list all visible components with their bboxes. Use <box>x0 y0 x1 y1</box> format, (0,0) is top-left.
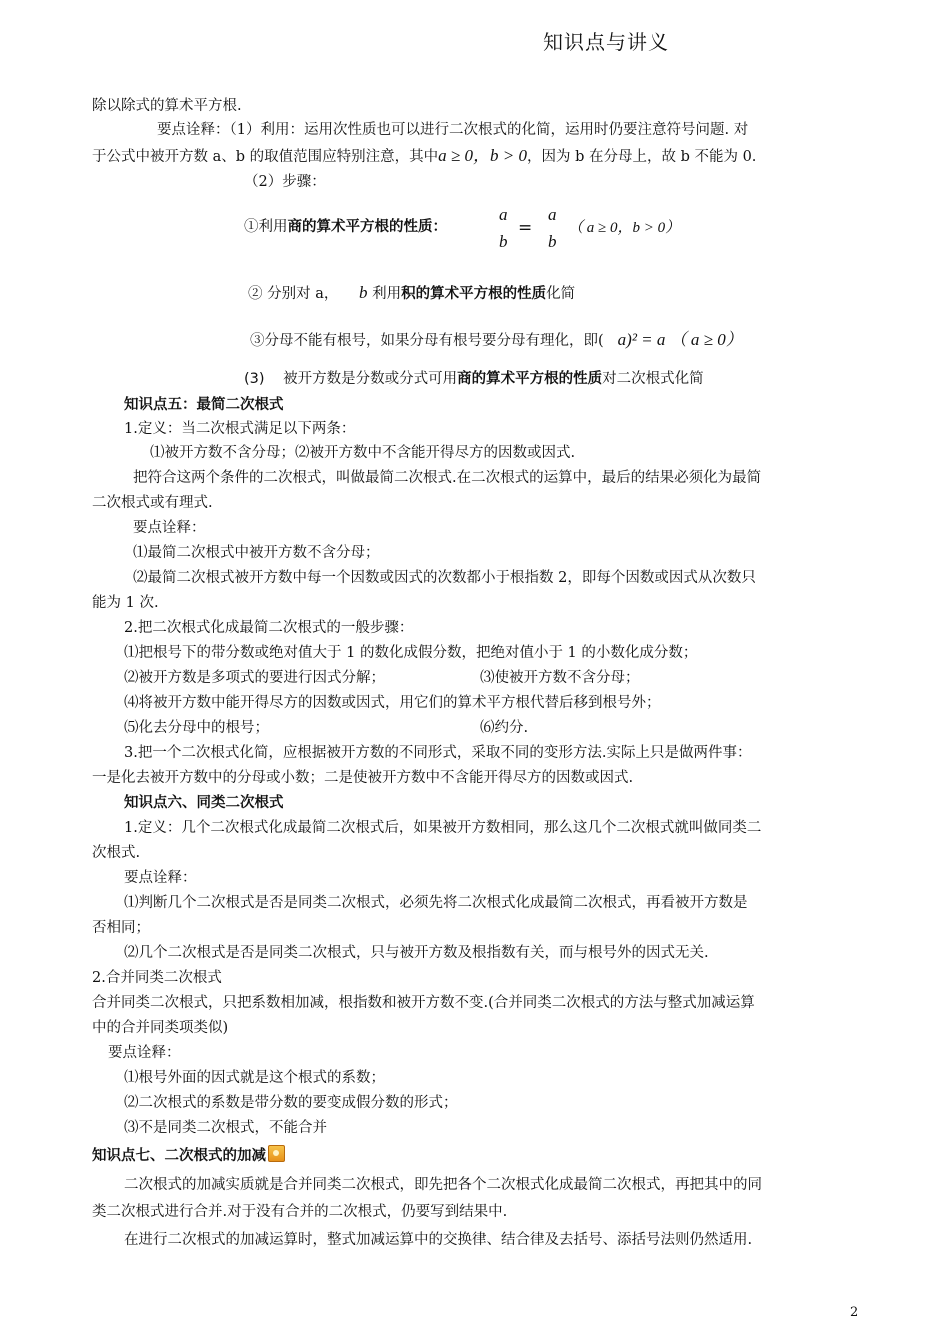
text-line: 把符合这两个条件的二次根式，叫做最简二次根式.在二次根式的运算中，最后的结果必须化为最简 <box>133 470 762 486</box>
text-line: 类二次根式进行合并.对于没有合并的二次根式，仍要写到结果中. <box>92 1204 508 1220</box>
text-segment: 化简 <box>546 286 576 302</box>
bold-term: 商的算术平方根的性质： <box>287 219 447 235</box>
text-line: 二次根式的加减实质就是合并同类二次根式，即先把各个二次根式化成最简二次根式，再把其中的同 <box>124 1177 762 1193</box>
math-formula: a)² = a （ a ≥ 0） <box>617 330 743 349</box>
formula-condition <box>568 218 680 238</box>
text-line: 除以除式的算术平方根. <box>92 98 242 114</box>
formula-2-line <box>248 283 575 304</box>
text-line: 1.定义：当二次根式满足以下两条： <box>124 421 356 437</box>
text-segment: ①利用 <box>244 219 288 235</box>
lightbulb-note-icon <box>268 1145 285 1162</box>
text-line: ⑸化去分母中的根号； <box>124 720 269 736</box>
text-line: ⑶不是同类二次根式，不能合并 <box>124 1120 327 1136</box>
formula-1-label <box>244 217 447 237</box>
bold-term: 积的算术平方根的性质 <box>401 286 547 302</box>
text-line: 要点诠释： <box>124 870 197 886</box>
text-line: 中的合并同类项类似) <box>92 1020 229 1036</box>
text-segment: ③分母不能有根号，如果分母有根号要分母有理化，即( <box>250 333 604 349</box>
page-number: 2 <box>850 1305 859 1320</box>
fraction-denominator: b <box>548 232 557 251</box>
text-line: （2）步骤： <box>244 174 326 190</box>
text-line: 一是化去被开方数中的分母或小数；二是使被开方数中不含能开得尽方的因数或因式. <box>92 770 634 786</box>
text-line: ⑷将被开方数中能开得尽方的因数或因式，用它们的算术平方根代替后移到根号外； <box>124 695 661 711</box>
text-line: ⑵最简二次根式被开方数中每一个因数或因式的次数都小于根指数 2，即每个因数或因式从次数只 <box>133 570 756 586</box>
section-heading-6: 知识点六、同类二次根式 <box>124 795 284 811</box>
math-condition: a ≥ 0，b > 0 <box>438 146 527 165</box>
text-line: 否相同； <box>92 920 150 936</box>
fraction-numerator: a <box>499 205 508 224</box>
text-segment: ，因为 b 在分母上，故 b 不能为 0. <box>526 149 757 165</box>
text-line: 要点诠释：（1）利用：运用次性质也可以进行二次根式的化简，运用时仍要注意符号问题. 对 <box>157 122 749 138</box>
text-segment: 利用 <box>372 286 402 302</box>
text-line: ⑵被开方数是多项式的要进行因式分解； <box>124 670 385 686</box>
text-line: 二次根式或有理式. <box>92 495 213 511</box>
text-segment: ② 分别对 a， <box>248 286 339 302</box>
text-segment: 被开方数是分数或分式可用 <box>283 371 458 387</box>
fraction-denominator: b <box>499 232 508 251</box>
text-line: 能为 1 次. <box>92 595 159 611</box>
bold-term: 商的算术平方根的性质 <box>457 371 603 387</box>
text-line: ⑵几个二次根式是否是同类二次根式，只与被开方数及根指数有关，而与根号外的因式无关. <box>124 945 709 961</box>
text-line: ⑴最简二次根式中被开方数不含分母； <box>133 545 380 561</box>
text-line: 要点诠释： <box>108 1045 181 1061</box>
section-heading-7 <box>92 1145 285 1166</box>
text-segment: 对二次根式化简 <box>602 371 704 387</box>
text-line: 3.把一个二次根式化简，应根据被开方数的不同形式，采取不同的变形方法.实际上只是做两件事： <box>124 745 752 761</box>
text-line: 次根式. <box>92 845 141 861</box>
math-condition: （ a ≥ 0，b > 0） <box>568 220 681 236</box>
text-line: ⑴被开方数不含分母；⑵被开方数中不含能开得尽方的因数或因式. <box>150 445 576 461</box>
text-line: ⑴根号外面的因式就是这个根式的系数； <box>124 1070 385 1086</box>
list-number: (3) <box>244 371 265 387</box>
text-line: ⑹约分. <box>480 720 529 736</box>
text-segment: 于公式中被开方数 a、b 的取值范围应特别注意，其中 <box>92 149 439 165</box>
text-line: 2.合并同类二次根式 <box>92 970 222 986</box>
text-line: ⑴把根号下的带分数或绝对值大于 1 的数化成假分数，把绝对值小于 1 的小数化成分数； <box>124 645 698 661</box>
text-line: 在进行二次根式的加减运算时，整式加减运算中的交换律、结合律及去括号、添括号法则仍然适用. <box>124 1232 753 1248</box>
formula-3-line <box>250 330 743 351</box>
text-line: 1.定义：几个二次根式化成最简二次根式后，如果被开方数相同，那么这几个二次根式就叫做同类二 <box>124 820 762 836</box>
text-line: ⑶使被开方数不含分母； <box>480 670 640 686</box>
equals-sign: = <box>518 218 533 238</box>
text-line <box>244 369 704 389</box>
text-line <box>92 146 756 167</box>
text-line: 要点诠释： <box>133 520 206 536</box>
fraction-numerator: a <box>548 205 557 224</box>
text-line: ⑵二次根式的系数是带分数的要变成假分数的形式； <box>124 1095 458 1111</box>
math-var: b <box>358 283 368 302</box>
text-line: 2.把二次根式化成最简二次根式的一般步骤： <box>124 620 414 636</box>
text-line: 合并同类二次根式，只把系数相加减，根指数和被开方数不变.(合并同类二次根式的方法与整式加减运算 <box>92 995 755 1011</box>
section-heading-5: 知识点五：最简二次根式 <box>124 397 284 413</box>
page-header-title: 知识点与讲义 <box>543 30 669 54</box>
heading-text: 知识点七、二次根式的加减 <box>92 1148 266 1164</box>
text-line: ⑴判断几个二次根式是否是同类二次根式，必须先将二次根式化成最简二次根式，再看被开方数是 <box>124 895 748 911</box>
